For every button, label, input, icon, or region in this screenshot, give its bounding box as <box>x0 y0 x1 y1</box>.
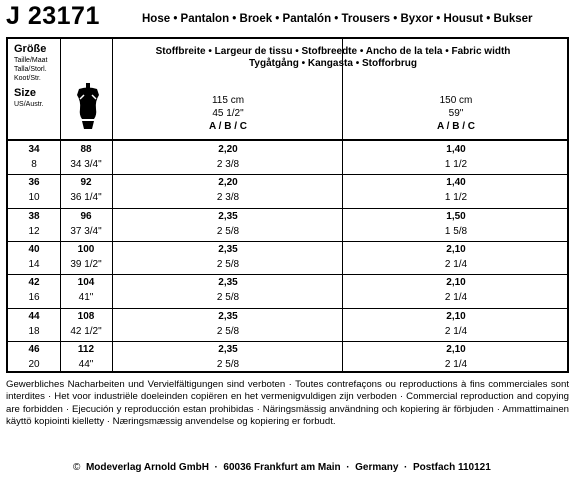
size-eu: 40 <box>28 243 40 255</box>
fabric-150-meters: 2,10 <box>446 243 466 255</box>
size-us: 20 <box>28 358 40 370</box>
copyright-notice: Gewerbliches Nacharbeiten und Vervielfältigungen sind verboten · Toutes contrefaçons ou reproductions à fins commerciales sont interdites · Het voor industriële doeleinden copiëren en het vermenigvuldigen zijn verboden · Commercial reproduction and copying are forbidden · Ejecución y reproducción estan prohibidas · Näringsmässig användning och kopiering är förbjuden · Ammattimainen käyttö kopiointi kielletty · Næringsmæssig anvendelse og kopiering er forbudt. <box>6 379 569 427</box>
measure-inch: 37 3/4" <box>70 225 102 237</box>
measure-cm: 92 <box>80 177 92 189</box>
fabric-115-meters: 2,35 <box>218 343 238 355</box>
fabric-150-meters: 2,10 <box>446 310 466 322</box>
garment-titles: Hose • Pantalon • Broek • Pantalón • Trousers • Byxor • Housut • Bukser <box>142 13 533 25</box>
measure-inch: 41" <box>78 292 94 304</box>
size-eu: 38 <box>28 210 40 222</box>
fabric-115-yards: 2 5/8 <box>216 358 240 370</box>
fabric-115-meters: 2,35 <box>218 277 238 289</box>
table-row <box>8 274 567 307</box>
fabric-150-yards: 2 1/4 <box>444 258 468 270</box>
size-eu: 34 <box>28 144 40 155</box>
fabric-115-yards: 2 5/8 <box>216 325 240 337</box>
publisher-name: Modeverlag Arnold GmbH <box>85 462 209 473</box>
fabric-150-meters: 2,10 <box>446 343 466 355</box>
fabric-150-yards: 2 1/4 <box>444 292 468 304</box>
fabric-150-yards: 1 1/2 <box>444 192 468 204</box>
measure-cm: 88 <box>80 144 92 155</box>
size-eu: 44 <box>28 310 40 322</box>
measure-inch: 36 1/4" <box>70 192 102 204</box>
measure-cm: 112 <box>77 343 95 355</box>
table-row <box>8 308 567 341</box>
fabric-115-yards: 2 3/8 <box>216 192 240 204</box>
publisher-footer: © Modeverlag Arnold GmbH · 60036 Frankfurt am Main · Germany · Postfach 110121 <box>73 462 491 473</box>
dress-form-icon <box>73 83 103 131</box>
measure-cm: 104 <box>77 277 95 289</box>
size-header: Größe Taille/Maat Talla/Storl. Koot/Str. Size US/Austr. <box>14 43 48 108</box>
fabric-115-meters: 2,20 <box>218 144 238 155</box>
col-115-header: 115 cm 45 1/2" A / B / C <box>209 95 247 132</box>
fabric-150-yards: 2 1/4 <box>444 358 468 370</box>
size-eu: 46 <box>28 343 40 355</box>
fabric-115-yards: 2 5/8 <box>216 225 240 237</box>
pattern-header <box>6 4 569 32</box>
measure-inch: 34 3/4" <box>70 159 102 170</box>
size-us: 12 <box>28 225 40 237</box>
fabric-115-meters: 2,35 <box>218 243 238 255</box>
publisher-postfach: Postfach 110121 <box>412 462 491 473</box>
fabric-115-yards: 2 5/8 <box>216 292 240 304</box>
col-150-header: 150 cm 59" A / B / C <box>437 95 475 132</box>
fabric-150-yards: 2 1/4 <box>444 325 468 337</box>
fabric-115-meters: 2,20 <box>218 177 238 189</box>
copyright-symbol: © <box>73 462 81 473</box>
table-row <box>8 341 567 374</box>
fabric-115-meters: 2,35 <box>218 310 238 322</box>
publisher-address: 60036 Frankfurt am Main <box>223 462 341 473</box>
size-eu: 36 <box>28 177 40 189</box>
fabric-150-meters: 2,10 <box>446 277 466 289</box>
fabric-150-yards: 1 1/2 <box>444 159 468 170</box>
fabric-150-meters: 1,50 <box>446 210 466 222</box>
fabric-150-yards: 1 5/8 <box>444 225 468 237</box>
table-row <box>8 141 567 174</box>
fabric-150-meters: 1,40 <box>446 177 466 189</box>
fabric-150-meters: 1,40 <box>446 144 466 155</box>
size-us: 8 <box>31 159 37 170</box>
measure-inch: 42 1/2" <box>70 325 102 337</box>
fabric-requirements-table <box>6 37 569 373</box>
measure-inch: 39 1/2" <box>70 258 102 270</box>
measure-cm: 96 <box>80 210 92 222</box>
table-row <box>8 208 567 241</box>
measure-cm: 100 <box>77 243 95 255</box>
pattern-code: J 23171 <box>6 2 100 30</box>
size-us: 16 <box>28 292 40 304</box>
publisher-country: Germany <box>355 462 399 473</box>
size-us: 18 <box>28 325 40 337</box>
measure-inch: 44" <box>78 358 94 370</box>
fabric-width-heading: Stoffbreite • Largeur de tissu • Stofbreedte • Ancho de la tela • Fabric width Tygåtgång • Kangasta • Stofforbrug <box>155 46 511 69</box>
size-eu: 42 <box>28 277 40 289</box>
table-row <box>8 241 567 274</box>
measure-cm: 108 <box>77 310 95 322</box>
fabric-115-yards: 2 3/8 <box>216 159 240 170</box>
fabric-115-meters: 2,35 <box>218 210 238 222</box>
size-us: 14 <box>28 258 40 270</box>
fabric-115-yards: 2 5/8 <box>216 258 240 270</box>
size-us: 10 <box>28 192 40 204</box>
table-row <box>8 174 567 207</box>
